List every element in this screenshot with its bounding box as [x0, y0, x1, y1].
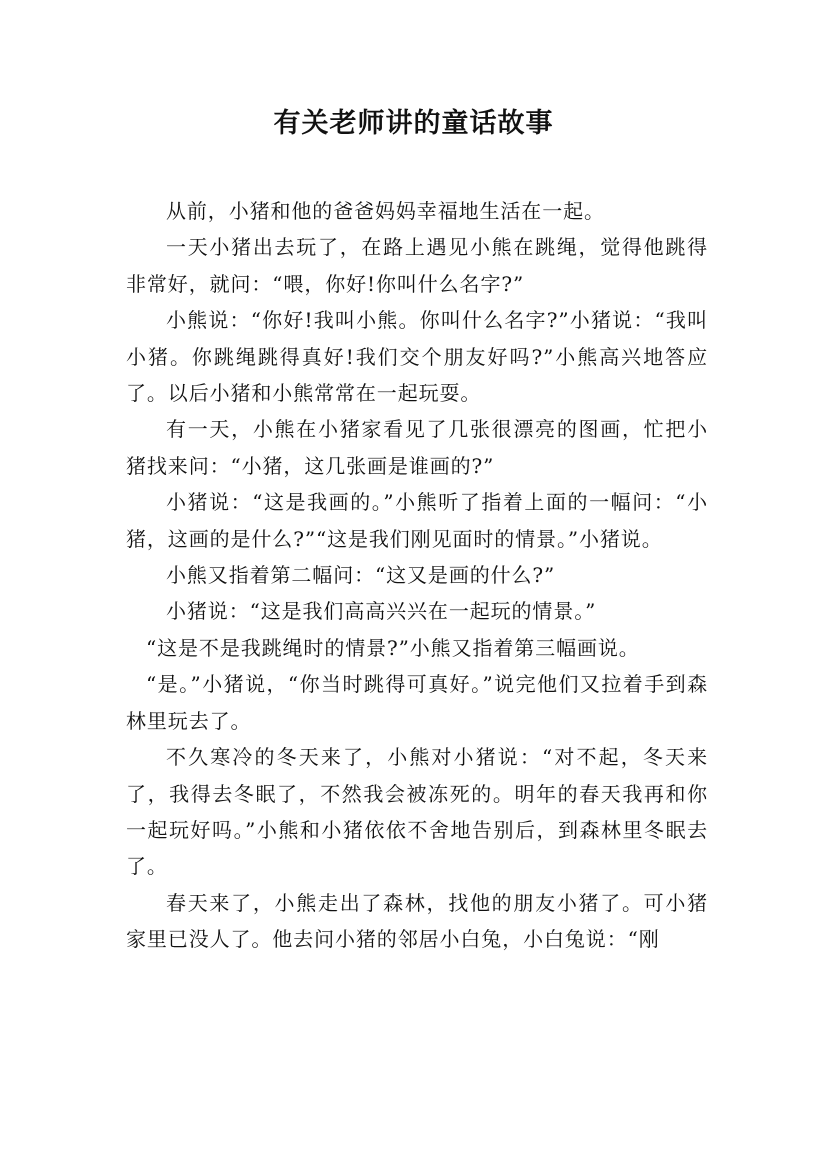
paragraph: 小猪说：“这是我画的。”小熊听了指着上面的一幅问：“小猪，这画的是什么?”“这是我们刚见面时的情景。”小猪说。: [126, 490, 708, 551]
paragraph: 小猪说：“这是我们高高兴兴在一起玩的情景。”: [166, 599, 597, 624]
paragraph: “这是不是我跳绳时的情景?”小熊又指着第三幅画说。: [146, 635, 640, 660]
paragraph: 春天来了，小熊走出了森林，找他的朋友小猪了。可小猪家里已没人了。他去问小猪的邻居小白兔，小白兔说：“刚: [126, 890, 708, 952]
paragraph: 从前，小猪和他的爸爸妈妈幸福地生活在一起。: [166, 199, 605, 223]
paragraph: 一天小猪出去玩了，在路上遇见小熊在跳绳，觉得他跳得非常好，就问：“喂，你好!你叫什么名字?”: [126, 235, 708, 296]
document-body: [126, 193, 708, 958]
document-title: 有关老师讲的童话故事: [273, 108, 554, 139]
paragraph: 小熊又指着第二幅问：“这又是画的什么?”: [166, 563, 556, 588]
paragraph: “是。”小猪说，“你当时跳得可真好。”说完他们又拉着手到森林里玩去了。: [126, 672, 708, 733]
paragraph: 小熊说：“你好!我叫小熊。你叫什么名字?”小猪说：“我叫小猪。你跳绳跳得真好!我们交个朋友好吗?”小熊高兴地答应了。以后小猪和小熊常常在一起玩耍。: [126, 308, 708, 406]
paragraph: 不久寒冷的冬天来了，小熊对小猪说：“对不起，冬天来了，我得去冬眠了，不然我会被冻死的。明年的春天我再和你一起玩好吗。”小熊和小猪依依不舍地告别后，到森林里冬眠去了。: [126, 745, 708, 879]
paragraph: 有一天，小熊在小猪家看见了几张很漂亮的图画，忙把小猪找来问：“小猪，这几张画是谁画的?”: [126, 417, 708, 478]
